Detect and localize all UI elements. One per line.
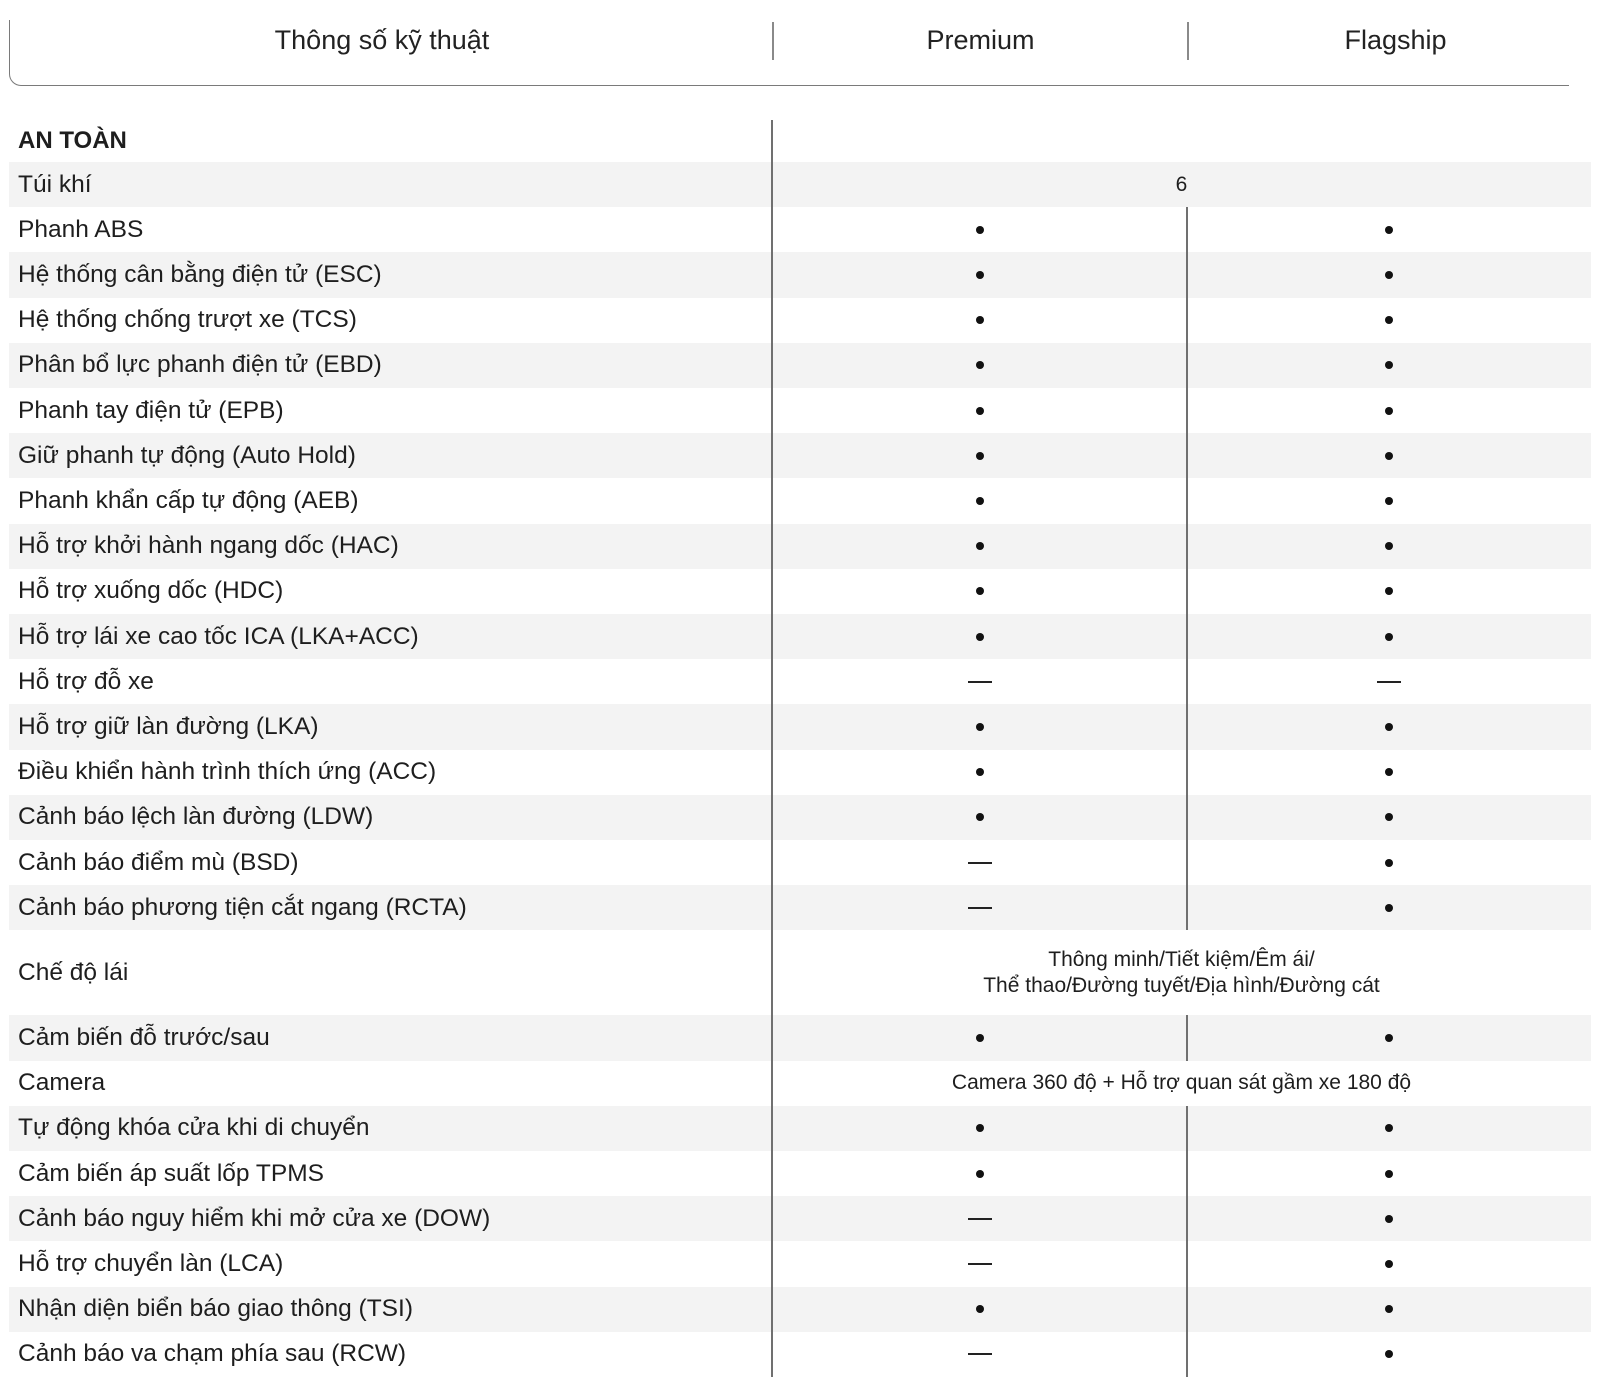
bullet-icon [976, 361, 984, 369]
row-label: Phanh tay điện tử (EPB) [18, 396, 284, 424]
bullet-icon [976, 271, 984, 279]
row-label: Hệ thống cân bằng điện tử (ESC) [18, 260, 382, 288]
row-label: Phanh khẩn cấp tự động (AEB) [18, 486, 359, 514]
bullet-icon [1385, 1124, 1393, 1132]
bullet-icon [1385, 452, 1393, 460]
spanning-value [772, 162, 1591, 207]
bullet-icon [976, 226, 984, 234]
table-row [9, 1332, 1591, 1377]
table-row [9, 885, 1591, 930]
bullet-icon [976, 768, 984, 776]
flagship-value [1187, 1015, 1591, 1060]
flagship-value [1187, 1106, 1591, 1151]
premium-value [772, 1151, 1187, 1196]
row-label: Phanh ABS [18, 215, 144, 243]
table-row [9, 1241, 1591, 1286]
row-label: Cảnh báo va chạm phía sau (RCW) [18, 1340, 407, 1368]
section-title: AN TOÀN [18, 127, 127, 154]
row-label: Hỗ trợ đỗ xe [18, 667, 154, 695]
table-row [9, 433, 1591, 478]
premium-value [772, 840, 1187, 885]
table-row [9, 1061, 1591, 1106]
table-row [9, 1196, 1591, 1241]
premium-value [772, 704, 1187, 749]
bullet-icon [1385, 1260, 1393, 1268]
spanning-value-text: Camera 360 độ + Hỗ trợ quan sát gầm xe 180 độ [951, 1071, 1412, 1095]
flagship-value [1187, 795, 1591, 840]
bullet-icon [1385, 723, 1393, 731]
bullet-icon [1385, 226, 1393, 234]
dash-icon [968, 862, 992, 864]
premium-value [772, 1196, 1187, 1241]
flagship-value [1187, 1332, 1591, 1377]
row-label: Cảnh báo phương tiện cắt ngang (RCTA) [18, 893, 467, 921]
premium-value [772, 252, 1187, 297]
dash-icon [968, 907, 992, 909]
header-spec: Thông số kỹ thuật [274, 25, 490, 55]
bullet-icon [976, 1124, 984, 1132]
premium-value [772, 524, 1187, 569]
premium-value [772, 1241, 1187, 1286]
flagship-value [1187, 207, 1591, 252]
premium-value [772, 659, 1187, 704]
table-row [9, 614, 1591, 659]
bullet-icon [976, 813, 984, 821]
bullet-icon [976, 1305, 984, 1313]
premium-value [772, 478, 1187, 523]
bullet-icon [1385, 587, 1393, 595]
row-label: Hỗ trợ khởi hành ngang dốc (HAC) [18, 532, 399, 560]
flagship-value [1187, 388, 1591, 433]
row-label: Hỗ trợ giữ làn đường (LKA) [18, 712, 319, 740]
bullet-icon [976, 497, 984, 505]
bullet-icon [1385, 768, 1393, 776]
flagship-value [1187, 704, 1591, 749]
flagship-value [1187, 750, 1591, 795]
bullet-icon [1385, 407, 1393, 415]
row-label: Chế độ lái [18, 958, 129, 986]
bullet-icon [1385, 633, 1393, 641]
row-label: Cảnh báo nguy hiểm khi mở cửa xe (DOW) [18, 1204, 491, 1232]
table-header [0, 0, 1600, 90]
section-row [9, 120, 1591, 162]
row-label: Cảnh báo điểm mù (BSD) [18, 848, 299, 876]
premium-value [772, 750, 1187, 795]
table-row [9, 659, 1591, 704]
row-label: Cảm biến đỗ trước/sau [18, 1023, 270, 1051]
spanning-value-text: 6 [1175, 172, 1188, 196]
table-row [9, 569, 1591, 614]
header-flagship: Flagship [1344, 25, 1447, 55]
bullet-icon [976, 1034, 984, 1042]
row-label: Phân bổ lực phanh điện tử (EBD) [18, 351, 382, 379]
premium-value [772, 207, 1187, 252]
table-row [9, 162, 1591, 207]
row-label: Cảnh báo lệch làn đường (LDW) [18, 803, 374, 831]
row-label: Hỗ trợ lái xe cao tốc ICA (LKA+ACC) [18, 622, 419, 650]
dash-icon [968, 1353, 992, 1355]
bullet-icon [976, 316, 984, 324]
table-row [9, 1287, 1591, 1332]
flagship-value [1187, 252, 1591, 297]
premium-value [772, 1106, 1187, 1151]
dash-icon [968, 681, 992, 683]
premium-value [772, 614, 1187, 659]
table-row [9, 1015, 1591, 1060]
table-row [9, 524, 1591, 569]
table-row [9, 795, 1591, 840]
dash-icon [968, 1218, 992, 1220]
header-premium: Premium [926, 25, 1035, 55]
bullet-icon [976, 633, 984, 641]
column-divider [1186, 207, 1188, 930]
table-row [9, 207, 1591, 252]
row-label: Tự động khóa cửa khi di chuyển [18, 1114, 370, 1142]
bullet-icon [976, 407, 984, 415]
flagship-value [1187, 840, 1591, 885]
bullet-icon [1385, 1034, 1393, 1042]
flagship-value [1187, 569, 1591, 614]
bullet-icon [1385, 1170, 1393, 1178]
bullet-icon [1385, 1215, 1393, 1223]
bullet-icon [1385, 859, 1393, 867]
premium-value [772, 1287, 1187, 1332]
table-row [9, 388, 1591, 433]
spanning-value-text [983, 947, 1380, 999]
flagship-value [1187, 1241, 1591, 1286]
flagship-value [1187, 1196, 1591, 1241]
row-label: Cảm biến áp suất lốp TPMS [18, 1159, 324, 1187]
flagship-value [1187, 298, 1591, 343]
row-label: Camera [18, 1069, 106, 1097]
spanning-value [772, 930, 1591, 1015]
table-row [9, 750, 1591, 795]
bullet-icon [1385, 271, 1393, 279]
row-label: Hỗ trợ chuyển làn (LCA) [18, 1249, 284, 1277]
column-divider [1186, 1015, 1188, 1060]
table-row [9, 478, 1591, 523]
premium-value [772, 298, 1187, 343]
table-row [9, 1106, 1591, 1151]
flagship-value [1187, 478, 1591, 523]
dash-icon [1377, 681, 1401, 683]
table-row [9, 1151, 1591, 1196]
flagship-value [1187, 1151, 1591, 1196]
row-label: Giữ phanh tự động (Auto Hold) [18, 441, 356, 469]
flagship-value [1187, 659, 1591, 704]
table-row [9, 704, 1591, 749]
bullet-icon [1385, 904, 1393, 912]
bullet-icon [976, 723, 984, 731]
table-row [9, 298, 1591, 343]
table-row [9, 343, 1591, 388]
bullet-icon [1385, 497, 1393, 505]
flagship-value [1187, 1287, 1591, 1332]
premium-value [772, 433, 1187, 478]
premium-value [772, 885, 1187, 930]
row-label: Hỗ trợ xuống dốc (HDC) [18, 577, 284, 605]
row-label: Túi khí [18, 170, 92, 198]
bullet-icon [976, 452, 984, 460]
spanning-value-line: Thể thao/Đường tuyết/Địa hình/Đường cát [983, 973, 1380, 997]
table-row [9, 930, 1591, 1015]
premium-value [772, 795, 1187, 840]
spanning-value [772, 1061, 1591, 1106]
column-divider [1186, 1106, 1188, 1377]
row-label: Hệ thống chống trượt xe (TCS) [18, 306, 357, 334]
dash-icon [968, 1263, 992, 1265]
premium-value [772, 343, 1187, 388]
spanning-value-line: Thông minh/Tiết kiệm/Êm ái/ [1048, 947, 1315, 971]
bullet-icon [1385, 361, 1393, 369]
flagship-value [1187, 524, 1591, 569]
bullet-icon [1385, 1305, 1393, 1313]
table-row [9, 840, 1591, 885]
premium-value [772, 388, 1187, 433]
row-label: Điều khiển hành trình thích ứng (ACC) [18, 758, 437, 786]
row-label: Nhận diện biển báo giao thông (TSI) [18, 1295, 413, 1323]
bullet-icon [1385, 542, 1393, 550]
bullet-icon [976, 542, 984, 550]
bullet-icon [1385, 316, 1393, 324]
bullet-icon [976, 1170, 984, 1178]
flagship-value [1187, 433, 1591, 478]
premium-value [772, 1332, 1187, 1377]
table-row [9, 252, 1591, 297]
premium-value [772, 569, 1187, 614]
column-divider [771, 120, 773, 1377]
bullet-icon [1385, 1350, 1393, 1358]
bullet-icon [1385, 813, 1393, 821]
premium-value [772, 1015, 1187, 1060]
flagship-value [1187, 614, 1591, 659]
bullet-icon [976, 587, 984, 595]
flagship-value [1187, 343, 1591, 388]
flagship-value [1187, 885, 1591, 930]
